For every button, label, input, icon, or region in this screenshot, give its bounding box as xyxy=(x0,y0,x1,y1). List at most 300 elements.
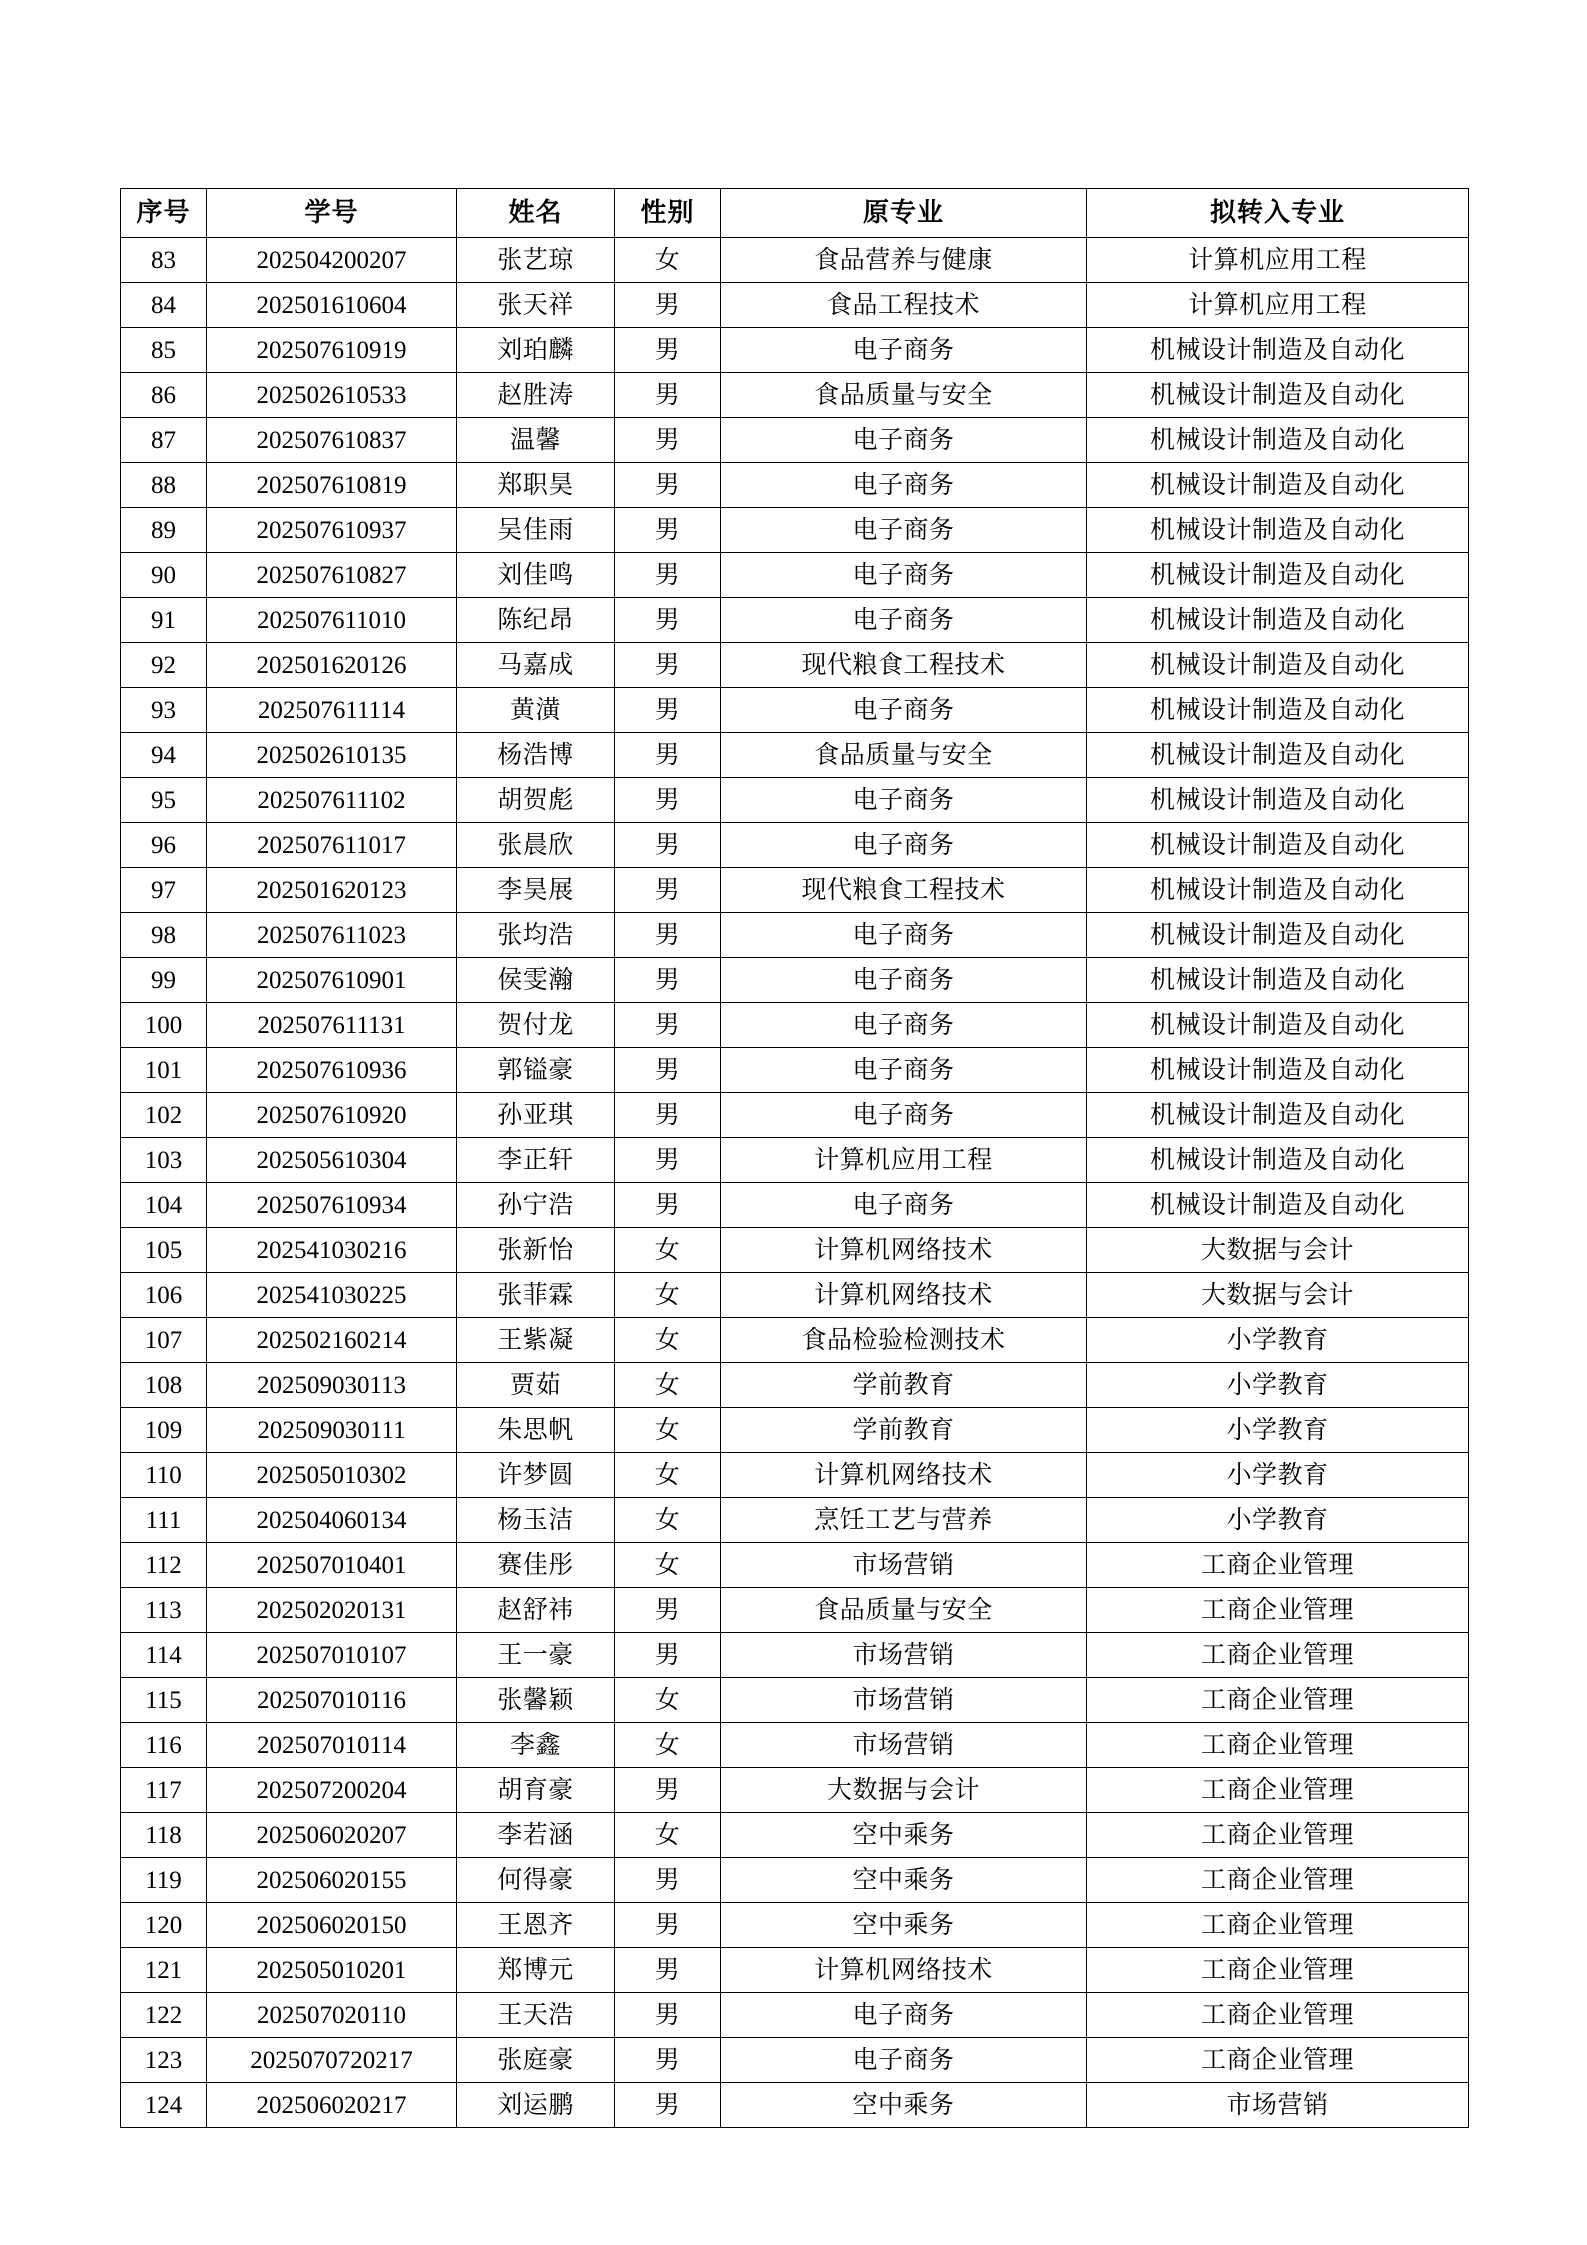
table-body xyxy=(121,238,1469,2128)
cell-original-major: 空中乘务 xyxy=(721,1813,1087,1858)
cell-gender: 男 xyxy=(615,643,721,688)
cell-original-major: 食品质量与安全 xyxy=(721,733,1087,778)
cell-original-major: 市场营销 xyxy=(721,1723,1087,1768)
cell-name: 郭镒豪 xyxy=(457,1048,615,1093)
cell-original-major: 现代粮食工程技术 xyxy=(721,643,1087,688)
cell-student-id: 202505010201 xyxy=(207,1948,457,1993)
cell-name: 李鑫 xyxy=(457,1723,615,1768)
cell-original-major: 空中乘务 xyxy=(721,1858,1087,1903)
cell-name: 贺付龙 xyxy=(457,1003,615,1048)
cell-target-major: 工商企业管理 xyxy=(1087,1723,1469,1768)
table-row xyxy=(121,1138,1469,1183)
cell-target-major: 工商企业管理 xyxy=(1087,1813,1469,1858)
table-row xyxy=(121,463,1469,508)
cell-original-major: 烹饪工艺与营养 xyxy=(721,1498,1087,1543)
cell-student-id: 202507010107 xyxy=(207,1633,457,1678)
cell-student-id: 202507610919 xyxy=(207,328,457,373)
cell-student-id: 202507611131 xyxy=(207,1003,457,1048)
cell-gender: 女 xyxy=(615,1273,721,1318)
cell-target-major: 机械设计制造及自动化 xyxy=(1087,1093,1469,1138)
cell-seq: 99 xyxy=(121,958,207,1003)
cell-gender: 男 xyxy=(615,1993,721,2038)
cell-target-major: 机械设计制造及自动化 xyxy=(1087,913,1469,958)
cell-gender: 男 xyxy=(615,1633,721,1678)
cell-gender: 男 xyxy=(615,373,721,418)
cell-student-id: 202507611023 xyxy=(207,913,457,958)
cell-name: 李昊展 xyxy=(457,868,615,913)
cell-name: 王天浩 xyxy=(457,1993,615,2038)
cell-target-major: 机械设计制造及自动化 xyxy=(1087,1048,1469,1093)
cell-student-id: 202541030225 xyxy=(207,1273,457,1318)
cell-gender: 男 xyxy=(615,328,721,373)
cell-student-id: 202507010114 xyxy=(207,1723,457,1768)
cell-seq: 111 xyxy=(121,1498,207,1543)
cell-seq: 114 xyxy=(121,1633,207,1678)
cell-original-major: 学前教育 xyxy=(721,1408,1087,1453)
table-row xyxy=(121,1003,1469,1048)
cell-student-id: 202507611017 xyxy=(207,823,457,868)
cell-name: 张菲霖 xyxy=(457,1273,615,1318)
cell-seq: 119 xyxy=(121,1858,207,1903)
cell-student-id: 202507610837 xyxy=(207,418,457,463)
cell-gender: 男 xyxy=(615,823,721,868)
cell-target-major: 计算机应用工程 xyxy=(1087,283,1469,328)
column-header-gender: 性别 xyxy=(615,189,721,238)
cell-gender: 女 xyxy=(615,1813,721,1858)
cell-target-major: 机械设计制造及自动化 xyxy=(1087,1183,1469,1228)
cell-name: 胡贺彪 xyxy=(457,778,615,823)
cell-target-major: 机械设计制造及自动化 xyxy=(1087,1003,1469,1048)
cell-original-major: 电子商务 xyxy=(721,553,1087,598)
cell-name: 张艺琼 xyxy=(457,238,615,283)
cell-target-major: 工商企业管理 xyxy=(1087,1948,1469,1993)
cell-original-major: 学前教育 xyxy=(721,1363,1087,1408)
cell-name: 郑博元 xyxy=(457,1948,615,1993)
table-row xyxy=(121,1993,1469,2038)
table-row xyxy=(121,1723,1469,1768)
cell-gender: 男 xyxy=(615,1588,721,1633)
table-row xyxy=(121,598,1469,643)
cell-target-major: 机械设计制造及自动化 xyxy=(1087,778,1469,823)
table-row xyxy=(121,2083,1469,2128)
cell-gender: 女 xyxy=(615,1453,721,1498)
cell-gender: 女 xyxy=(615,238,721,283)
table-row xyxy=(121,643,1469,688)
cell-name: 温馨 xyxy=(457,418,615,463)
cell-name: 刘佳鸣 xyxy=(457,553,615,598)
table-row xyxy=(121,2038,1469,2083)
cell-name: 张馨颖 xyxy=(457,1678,615,1723)
cell-seq: 98 xyxy=(121,913,207,958)
cell-target-major: 机械设计制造及自动化 xyxy=(1087,598,1469,643)
cell-target-major: 工商企业管理 xyxy=(1087,1903,1469,1948)
cell-original-major: 电子商务 xyxy=(721,1183,1087,1228)
cell-seq: 87 xyxy=(121,418,207,463)
cell-student-id: 202502610135 xyxy=(207,733,457,778)
cell-seq: 124 xyxy=(121,2083,207,2128)
cell-seq: 116 xyxy=(121,1723,207,1768)
cell-student-id: 2025070720217 xyxy=(207,2038,457,2083)
cell-gender: 男 xyxy=(615,1948,721,1993)
cell-target-major: 大数据与会计 xyxy=(1087,1273,1469,1318)
table-row xyxy=(121,1363,1469,1408)
cell-student-id: 202506020207 xyxy=(207,1813,457,1858)
cell-name: 杨浩博 xyxy=(457,733,615,778)
cell-seq: 92 xyxy=(121,643,207,688)
cell-seq: 117 xyxy=(121,1768,207,1813)
cell-original-major: 电子商务 xyxy=(721,598,1087,643)
cell-gender: 女 xyxy=(615,1408,721,1453)
table-row xyxy=(121,1183,1469,1228)
cell-original-major: 电子商务 xyxy=(721,2038,1087,2083)
cell-name: 刘运鹏 xyxy=(457,2083,615,2128)
cell-original-major: 电子商务 xyxy=(721,778,1087,823)
cell-name: 王一豪 xyxy=(457,1633,615,1678)
table-row xyxy=(121,1093,1469,1138)
cell-seq: 118 xyxy=(121,1813,207,1858)
cell-target-major: 小学教育 xyxy=(1087,1408,1469,1453)
cell-name: 陈纪昂 xyxy=(457,598,615,643)
cell-gender: 男 xyxy=(615,508,721,553)
cell-original-major: 计算机网络技术 xyxy=(721,1228,1087,1273)
cell-student-id: 202507611102 xyxy=(207,778,457,823)
cell-name: 黄潢 xyxy=(457,688,615,733)
cell-seq: 90 xyxy=(121,553,207,598)
cell-gender: 男 xyxy=(615,1003,721,1048)
table-row xyxy=(121,1948,1469,1993)
cell-target-major: 大数据与会计 xyxy=(1087,1228,1469,1273)
table-row xyxy=(121,778,1469,823)
cell-target-major: 工商企业管理 xyxy=(1087,1633,1469,1678)
table-row xyxy=(121,1228,1469,1273)
cell-seq: 95 xyxy=(121,778,207,823)
cell-seq: 110 xyxy=(121,1453,207,1498)
student-transfer-table-container xyxy=(120,188,1468,2128)
cell-gender: 男 xyxy=(615,958,721,1003)
cell-gender: 男 xyxy=(615,688,721,733)
cell-seq: 120 xyxy=(121,1903,207,1948)
table-row xyxy=(121,1318,1469,1363)
cell-target-major: 机械设计制造及自动化 xyxy=(1087,643,1469,688)
table-row xyxy=(121,1678,1469,1723)
cell-gender: 女 xyxy=(615,1543,721,1588)
column-header-name: 姓名 xyxy=(457,189,615,238)
cell-gender: 男 xyxy=(615,1183,721,1228)
table-row xyxy=(121,1588,1469,1633)
cell-seq: 102 xyxy=(121,1093,207,1138)
cell-target-major: 机械设计制造及自动化 xyxy=(1087,553,1469,598)
table-row xyxy=(121,733,1469,778)
cell-target-major: 工商企业管理 xyxy=(1087,1993,1469,2038)
cell-target-major: 计算机应用工程 xyxy=(1087,238,1469,283)
table-row xyxy=(121,1048,1469,1093)
cell-target-major: 工商企业管理 xyxy=(1087,1858,1469,1903)
cell-target-major: 工商企业管理 xyxy=(1087,1543,1469,1588)
cell-seq: 109 xyxy=(121,1408,207,1453)
cell-seq: 121 xyxy=(121,1948,207,1993)
table-row xyxy=(121,328,1469,373)
table-row xyxy=(121,1543,1469,1588)
cell-target-major: 机械设计制造及自动化 xyxy=(1087,868,1469,913)
cell-original-major: 市场营销 xyxy=(721,1543,1087,1588)
cell-name: 王恩齐 xyxy=(457,1903,615,1948)
cell-seq: 93 xyxy=(121,688,207,733)
cell-student-id: 202501610604 xyxy=(207,283,457,328)
cell-target-major: 工商企业管理 xyxy=(1087,1588,1469,1633)
cell-seq: 101 xyxy=(121,1048,207,1093)
cell-seq: 123 xyxy=(121,2038,207,2083)
cell-gender: 男 xyxy=(615,463,721,508)
cell-original-major: 市场营销 xyxy=(721,1678,1087,1723)
cell-original-major: 食品工程技术 xyxy=(721,283,1087,328)
cell-student-id: 202501620126 xyxy=(207,643,457,688)
cell-student-id: 202507610901 xyxy=(207,958,457,1003)
cell-original-major: 空中乘务 xyxy=(721,1903,1087,1948)
cell-seq: 85 xyxy=(121,328,207,373)
cell-student-id: 202506020150 xyxy=(207,1903,457,1948)
cell-target-major: 小学教育 xyxy=(1087,1318,1469,1363)
cell-seq: 103 xyxy=(121,1138,207,1183)
cell-gender: 男 xyxy=(615,283,721,328)
table-row xyxy=(121,1768,1469,1813)
cell-original-major: 电子商务 xyxy=(721,418,1087,463)
cell-name: 朱思帆 xyxy=(457,1408,615,1453)
cell-seq: 88 xyxy=(121,463,207,508)
cell-gender: 男 xyxy=(615,1138,721,1183)
cell-gender: 男 xyxy=(615,598,721,643)
table-row xyxy=(121,868,1469,913)
cell-name: 许梦圆 xyxy=(457,1453,615,1498)
cell-target-major: 机械设计制造及自动化 xyxy=(1087,328,1469,373)
cell-name: 张均浩 xyxy=(457,913,615,958)
cell-gender: 男 xyxy=(615,1768,721,1813)
cell-seq: 108 xyxy=(121,1363,207,1408)
cell-target-major: 机械设计制造及自动化 xyxy=(1087,823,1469,868)
cell-original-major: 电子商务 xyxy=(721,1993,1087,2038)
table-row xyxy=(121,823,1469,868)
cell-name: 吴佳雨 xyxy=(457,508,615,553)
cell-name: 孙亚琪 xyxy=(457,1093,615,1138)
cell-student-id: 202506020217 xyxy=(207,2083,457,2128)
cell-gender: 女 xyxy=(615,1723,721,1768)
cell-student-id: 202502160214 xyxy=(207,1318,457,1363)
cell-gender: 男 xyxy=(615,2083,721,2128)
cell-name: 杨玉洁 xyxy=(457,1498,615,1543)
cell-name: 何得豪 xyxy=(457,1858,615,1903)
cell-gender: 女 xyxy=(615,1678,721,1723)
cell-seq: 100 xyxy=(121,1003,207,1048)
cell-name: 侯雯瀚 xyxy=(457,958,615,1003)
cell-name: 张晨欣 xyxy=(457,823,615,868)
cell-student-id: 202509030113 xyxy=(207,1363,457,1408)
cell-seq: 97 xyxy=(121,868,207,913)
table-row xyxy=(121,238,1469,283)
table-header xyxy=(121,189,1469,238)
cell-student-id: 202507611010 xyxy=(207,598,457,643)
cell-original-major: 食品质量与安全 xyxy=(721,1588,1087,1633)
column-header-target-major: 拟转入专业 xyxy=(1087,189,1469,238)
cell-name: 赵舒祎 xyxy=(457,1588,615,1633)
table-row xyxy=(121,1498,1469,1543)
cell-target-major: 小学教育 xyxy=(1087,1453,1469,1498)
cell-gender: 男 xyxy=(615,418,721,463)
cell-original-major: 食品营养与健康 xyxy=(721,238,1087,283)
cell-student-id: 202507611114 xyxy=(207,688,457,733)
cell-student-id: 202507610936 xyxy=(207,1048,457,1093)
cell-original-major: 食品检验检测技术 xyxy=(721,1318,1087,1363)
cell-student-id: 202505610304 xyxy=(207,1138,457,1183)
cell-original-major: 电子商务 xyxy=(721,823,1087,868)
table-row xyxy=(121,1273,1469,1318)
cell-seq: 106 xyxy=(121,1273,207,1318)
cell-name: 郑职昊 xyxy=(457,463,615,508)
cell-student-id: 202507610934 xyxy=(207,1183,457,1228)
cell-student-id: 202504200207 xyxy=(207,238,457,283)
cell-gender: 男 xyxy=(615,2038,721,2083)
cell-target-major: 小学教育 xyxy=(1087,1498,1469,1543)
cell-original-major: 计算机网络技术 xyxy=(721,1453,1087,1498)
cell-student-id: 202507610819 xyxy=(207,463,457,508)
cell-student-id: 202507010116 xyxy=(207,1678,457,1723)
cell-gender: 女 xyxy=(615,1318,721,1363)
table-row xyxy=(121,958,1469,1003)
table-row xyxy=(121,913,1469,958)
cell-original-major: 计算机网络技术 xyxy=(721,1273,1087,1318)
cell-target-major: 机械设计制造及自动化 xyxy=(1087,1138,1469,1183)
cell-original-major: 电子商务 xyxy=(721,688,1087,733)
cell-name: 张天祥 xyxy=(457,283,615,328)
table-row xyxy=(121,283,1469,328)
cell-seq: 112 xyxy=(121,1543,207,1588)
cell-original-major: 电子商务 xyxy=(721,1003,1087,1048)
cell-student-id: 202504060134 xyxy=(207,1498,457,1543)
cell-name: 孙宁浩 xyxy=(457,1183,615,1228)
cell-seq: 89 xyxy=(121,508,207,553)
cell-original-major: 电子商务 xyxy=(721,913,1087,958)
table-row xyxy=(121,418,1469,463)
cell-seq: 84 xyxy=(121,283,207,328)
cell-name: 赵胜涛 xyxy=(457,373,615,418)
cell-original-major: 电子商务 xyxy=(721,508,1087,553)
cell-target-major: 机械设计制造及自动化 xyxy=(1087,418,1469,463)
cell-seq: 86 xyxy=(121,373,207,418)
cell-seq: 96 xyxy=(121,823,207,868)
cell-original-major: 电子商务 xyxy=(721,1048,1087,1093)
student-transfer-table xyxy=(120,188,1469,2128)
cell-gender: 男 xyxy=(615,733,721,778)
cell-gender: 男 xyxy=(615,913,721,958)
column-header-original-major: 原专业 xyxy=(721,189,1087,238)
cell-original-major: 电子商务 xyxy=(721,463,1087,508)
table-row xyxy=(121,553,1469,598)
cell-name: 张庭豪 xyxy=(457,2038,615,2083)
cell-name: 胡育豪 xyxy=(457,1768,615,1813)
cell-target-major: 机械设计制造及自动化 xyxy=(1087,688,1469,733)
table-header-row xyxy=(121,189,1469,238)
cell-name: 贾茹 xyxy=(457,1363,615,1408)
column-header-seq: 序号 xyxy=(121,189,207,238)
cell-original-major: 食品质量与安全 xyxy=(721,373,1087,418)
cell-seq: 122 xyxy=(121,1993,207,2038)
cell-student-id: 202501620123 xyxy=(207,868,457,913)
cell-original-major: 空中乘务 xyxy=(721,2083,1087,2128)
cell-original-major: 电子商务 xyxy=(721,1093,1087,1138)
cell-seq: 107 xyxy=(121,1318,207,1363)
cell-student-id: 202507610920 xyxy=(207,1093,457,1138)
cell-student-id: 202507610827 xyxy=(207,553,457,598)
table-row xyxy=(121,1903,1469,1948)
cell-gender: 男 xyxy=(615,868,721,913)
cell-target-major: 机械设计制造及自动化 xyxy=(1087,463,1469,508)
cell-target-major: 小学教育 xyxy=(1087,1363,1469,1408)
cell-seq: 91 xyxy=(121,598,207,643)
cell-original-major: 电子商务 xyxy=(721,958,1087,1003)
cell-student-id: 202507020110 xyxy=(207,1993,457,2038)
cell-original-major: 计算机应用工程 xyxy=(721,1138,1087,1183)
table-row xyxy=(121,1633,1469,1678)
cell-student-id: 202502610533 xyxy=(207,373,457,418)
cell-student-id: 202509030111 xyxy=(207,1408,457,1453)
cell-seq: 105 xyxy=(121,1228,207,1273)
table-row xyxy=(121,1858,1469,1903)
cell-seq: 83 xyxy=(121,238,207,283)
table-row xyxy=(121,1453,1469,1498)
cell-student-id: 202507610937 xyxy=(207,508,457,553)
cell-name: 马嘉成 xyxy=(457,643,615,688)
cell-gender: 男 xyxy=(615,1093,721,1138)
column-header-student-id: 学号 xyxy=(207,189,457,238)
cell-target-major: 工商企业管理 xyxy=(1087,1768,1469,1813)
cell-student-id: 202505010302 xyxy=(207,1453,457,1498)
cell-original-major: 市场营销 xyxy=(721,1633,1087,1678)
cell-seq: 94 xyxy=(121,733,207,778)
cell-seq: 115 xyxy=(121,1678,207,1723)
cell-original-major: 计算机网络技术 xyxy=(721,1948,1087,1993)
table-row xyxy=(121,688,1469,733)
table-row xyxy=(121,1813,1469,1858)
cell-gender: 男 xyxy=(615,1903,721,1948)
cell-name: 李正轩 xyxy=(457,1138,615,1183)
cell-gender: 男 xyxy=(615,1858,721,1903)
cell-original-major: 电子商务 xyxy=(721,328,1087,373)
cell-target-major: 机械设计制造及自动化 xyxy=(1087,958,1469,1003)
cell-target-major: 工商企业管理 xyxy=(1087,1678,1469,1723)
table-row xyxy=(121,1408,1469,1453)
cell-seq: 113 xyxy=(121,1588,207,1633)
cell-name: 刘珀麟 xyxy=(457,328,615,373)
cell-gender: 女 xyxy=(615,1363,721,1408)
cell-target-major: 市场营销 xyxy=(1087,2083,1469,2128)
cell-student-id: 202507200204 xyxy=(207,1768,457,1813)
cell-target-major: 机械设计制造及自动化 xyxy=(1087,733,1469,778)
cell-gender: 女 xyxy=(615,1228,721,1273)
cell-original-major: 大数据与会计 xyxy=(721,1768,1087,1813)
cell-target-major: 机械设计制造及自动化 xyxy=(1087,373,1469,418)
cell-original-major: 现代粮食工程技术 xyxy=(721,868,1087,913)
table-row xyxy=(121,373,1469,418)
cell-gender: 男 xyxy=(615,553,721,598)
cell-student-id: 202506020155 xyxy=(207,1858,457,1903)
cell-target-major: 工商企业管理 xyxy=(1087,2038,1469,2083)
table-row xyxy=(121,508,1469,553)
cell-name: 李若涵 xyxy=(457,1813,615,1858)
cell-name: 张新怡 xyxy=(457,1228,615,1273)
cell-student-id: 202541030216 xyxy=(207,1228,457,1273)
cell-name: 王紫凝 xyxy=(457,1318,615,1363)
cell-gender: 男 xyxy=(615,778,721,823)
cell-student-id: 202502020131 xyxy=(207,1588,457,1633)
cell-gender: 男 xyxy=(615,1048,721,1093)
